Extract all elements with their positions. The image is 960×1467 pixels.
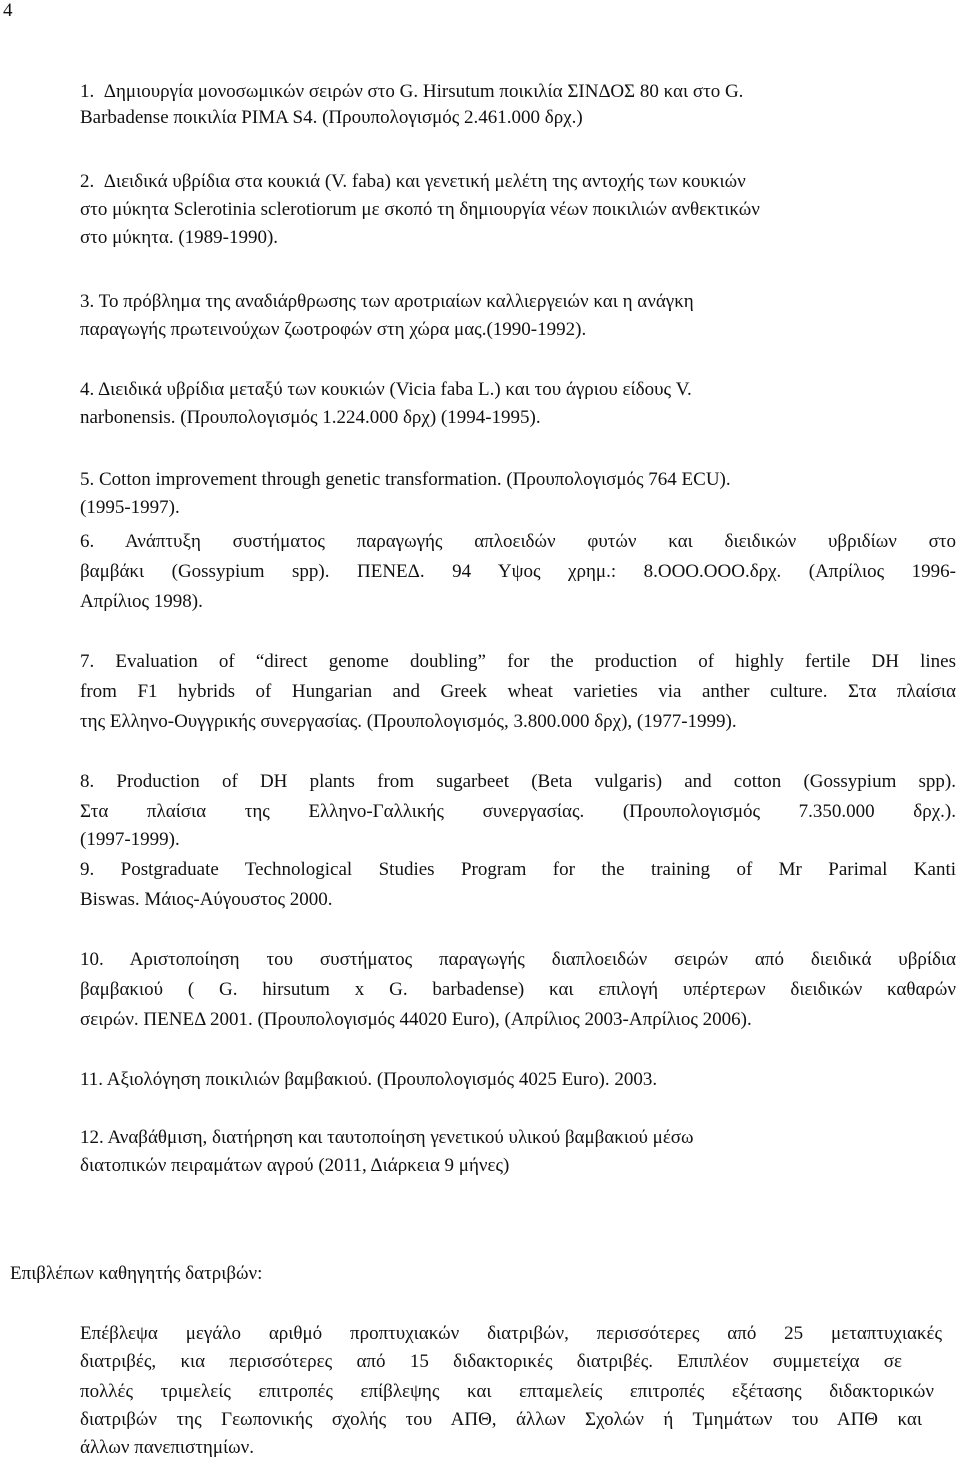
item-line: διατοπικών πειραμάτων αγρού (2011, Διάρκεια 9 μήνες)	[80, 1155, 510, 1176]
item-line: 5. Cotton improvement through genetic transformation. (Προυπολογισμός 764 ECU).	[80, 469, 731, 490]
item-line: Barbadense ποικιλία PIMA S4. (Προυπολογισμός 2.461.000 δρχ.)	[80, 107, 583, 128]
item-line: narbonensis. (Προυπολογισμός 1.224.000 δρχ) (1994-1995).	[80, 407, 541, 428]
item-line: 7. Evaluation of “direct genome doubling” for the production of highly fertile DH lines	[80, 651, 956, 672]
item-line: 9. Postgraduate Technological Studies Program for the training of Mr Parimal Kanti	[80, 859, 956, 880]
paragraph-line: διατριβές, κια περισσότερες από 15 διδακτορικές διατριβές. Επιπλέον συμμετείχα σε	[80, 1351, 902, 1372]
item-line: 3. Το πρόβλημα της αναδιάρθρωσης των αροτριαίων καλλιεργειών και η ανάγκη	[80, 291, 694, 312]
paragraph-line: Επέβλεψα μεγάλο αριθμό προπτυχιακών διατριβών, περισσότερες από 25 μεταπτυχιακές	[80, 1323, 942, 1344]
paragraph-line: άλλων πανεπιστημίων.	[80, 1437, 255, 1458]
item-line: της Ελληνο-Ουγγρικής συνεργασίας. (Προυπολογισμός, 3.800.000 δρχ), (1977-1999).	[80, 711, 737, 732]
section-heading: Επιβλέπων καθηγητής δατριβών:	[10, 1263, 263, 1284]
item-line: 8. Production of DH plants from sugarbeet (Beta vulgaris) and cotton (Gossypium spp).	[80, 771, 956, 792]
item-line: 10. Αριστοποίηση του συστήματος παραγωγής διαπλοειδών σειρών από διειδικά υβρίδια	[80, 949, 956, 970]
item-line: from F1 hybrids of Hungarian and Greek wheat varieties via anther culture. Στα πλαίσια	[80, 681, 956, 702]
item-line: 1. Δημιουργία μονοσωμικών σειρών στο G. Hirsutum ποικιλία ΣΙΝΔΟΣ 80 και στο G.	[80, 81, 744, 102]
paragraph-line: διατριβών της Γεωπονικής σχολής του ΑΠΘ, άλλων Σχολών ή Τμημάτων του ΑΠΘ και	[80, 1409, 922, 1430]
item-line: (1997-1999).	[80, 829, 180, 850]
item-line: 12. Αναβάθμιση, διατήρηση και ταυτοποίηση γενετικού υλικού βαμβακιού μέσω	[80, 1127, 694, 1148]
item-line: (1995-1997).	[80, 497, 180, 518]
item-line: Στα πλαίσια της Ελληνο-Γαλλικής συνεργασίας. (Προυπολογισμός 7.350.000 δρχ.).	[80, 801, 956, 822]
item-line: Απρίλιος 1998).	[80, 591, 203, 612]
item-line: στο μύκητα Sclerotinia sclerotiorum με σκοπό τη δημιουργία νέων ποικιλιών ανθεκτικών	[80, 199, 760, 220]
page-number: 4	[3, 0, 13, 21]
item-line: 6. Ανάπτυξη συστήματος παραγωγής απλοειδών φυτών και διειδικών υβριδίων στο	[80, 531, 956, 552]
item-line: στο μύκητα. (1989-1990).	[80, 227, 279, 248]
item-line: βαμβακιού ( G. hirsutum x G. barbadense) και επιλογή υπέρτερων διειδικών καθαρών	[80, 979, 956, 1000]
item-line: 11. Αξιολόγηση ποικιλιών βαμβακιού. (Προυπολογισμός 4025 Euro). 2003.	[80, 1069, 658, 1090]
item-line: παραγωγής πρωτεινούχων ζωοτροφών στη χώρα μας.(1990-1992).	[80, 319, 587, 340]
item-line: 4. Διειδικά υβρίδια μεταξύ των κουκιών (Vicia faba L.) και του άγριου είδους V.	[80, 379, 692, 400]
item-line: Biswas. Μάιος-Αύγουστος 2000.	[80, 889, 333, 910]
item-line: σειρών. ΠΕΝΕΔ 2001. (Προυπολογισμός 44020 Euro), (Απρίλιος 2003-Απρίλιος 2006).	[80, 1009, 752, 1030]
item-line: 2. Διειδικά υβρίδια στα κουκιά (V. faba) και γενετική μελέτη της αντοχής των κουκιών	[80, 171, 746, 192]
paragraph-line: πολλές τριμελείς επιτροπές επίβλεψης και επταμελείς επιτροπές εξέτασης διδακτορικών	[80, 1381, 934, 1402]
item-line: βαμβάκι (Gossypium spp). ΠΕΝΕΔ. 94 Υψος χρημ.: 8.ΟΟΟ.ΟΟΟ.δρχ. (Απρίλιος 1996-	[80, 561, 956, 582]
